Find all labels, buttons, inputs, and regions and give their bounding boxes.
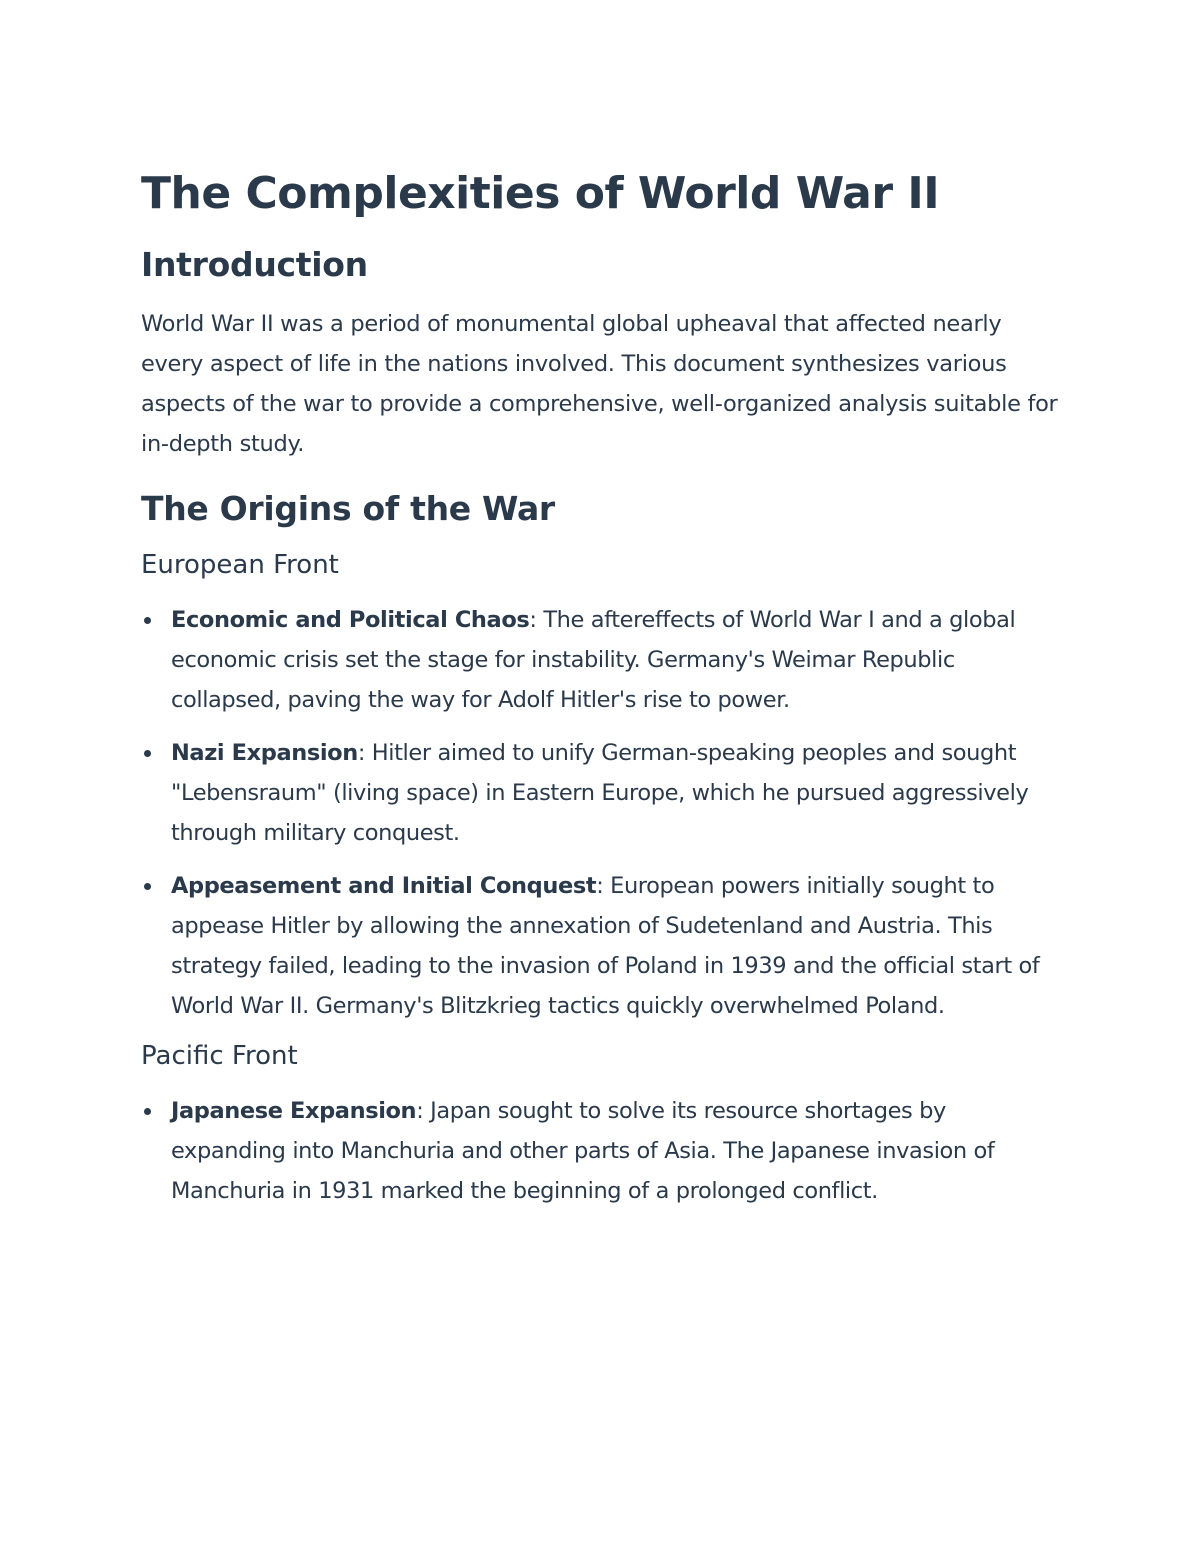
list-item-term: Nazi Expansion bbox=[171, 740, 358, 766]
list-item-term: Japanese Expansion bbox=[171, 1098, 417, 1124]
introduction-heading: Introduction bbox=[141, 245, 368, 284]
pacific-front-heading: Pacific Front bbox=[141, 1041, 298, 1071]
list-item-text: : European powers initially sought to appease Hitler by allowing the annexation of Sudetenland and Austria. This strategy failed, leading to the invasion of Poland in 1939 and the official start of World War II. Germany's Blitzkrieg tactics quickly overwhelmed Poland. bbox=[171, 873, 1040, 1019]
list-item-term: Appeasement and Initial Conquest bbox=[171, 873, 597, 899]
list-item-text: : Japan sought to solve its resource shortages by expanding into Manchuria and other parts of Asia. The Japanese invasion of Manchuria in 1931 marked the beginning of a prolonged conflict. bbox=[171, 1098, 995, 1204]
document-title: The Complexities of World War II bbox=[141, 168, 940, 219]
bullet-icon bbox=[144, 883, 151, 890]
origins-heading: The Origins of the War bbox=[141, 489, 555, 528]
bullet-icon bbox=[144, 750, 151, 757]
list-item-term: Economic and Political Chaos bbox=[171, 607, 530, 633]
list-item-text: : The aftereffects of World War I and a global economic crisis set the stage for instability. Germany's Weimar Republic collapsed, paving the way for Adolf Hitler's rise to power. bbox=[171, 607, 1016, 713]
bullet-icon bbox=[144, 617, 151, 624]
list-item bbox=[141, 1091, 1061, 1211]
introduction-paragraph: World War II was a period of monumental global upheaval that affected nearly every aspect of life in the nations involved. This document synthesizes various aspects of the war to provide a comprehensive, well-organized analysis suitable for in-depth study. bbox=[141, 311, 1058, 457]
list-item bbox=[141, 733, 1061, 853]
list-item bbox=[141, 600, 1061, 720]
bullet-icon bbox=[144, 1108, 151, 1115]
european-front-heading: European Front bbox=[141, 550, 339, 580]
pacific-front-list bbox=[141, 1091, 1061, 1211]
document-page bbox=[141, 166, 1061, 1224]
european-front-list bbox=[141, 600, 1061, 1026]
list-item-text: : Hitler aimed to unify German-speaking peoples and sought "Lebensraum" (living space) in Eastern Europe, which he pursued aggressively through military conquest. bbox=[171, 740, 1029, 846]
list-item bbox=[141, 866, 1061, 1026]
